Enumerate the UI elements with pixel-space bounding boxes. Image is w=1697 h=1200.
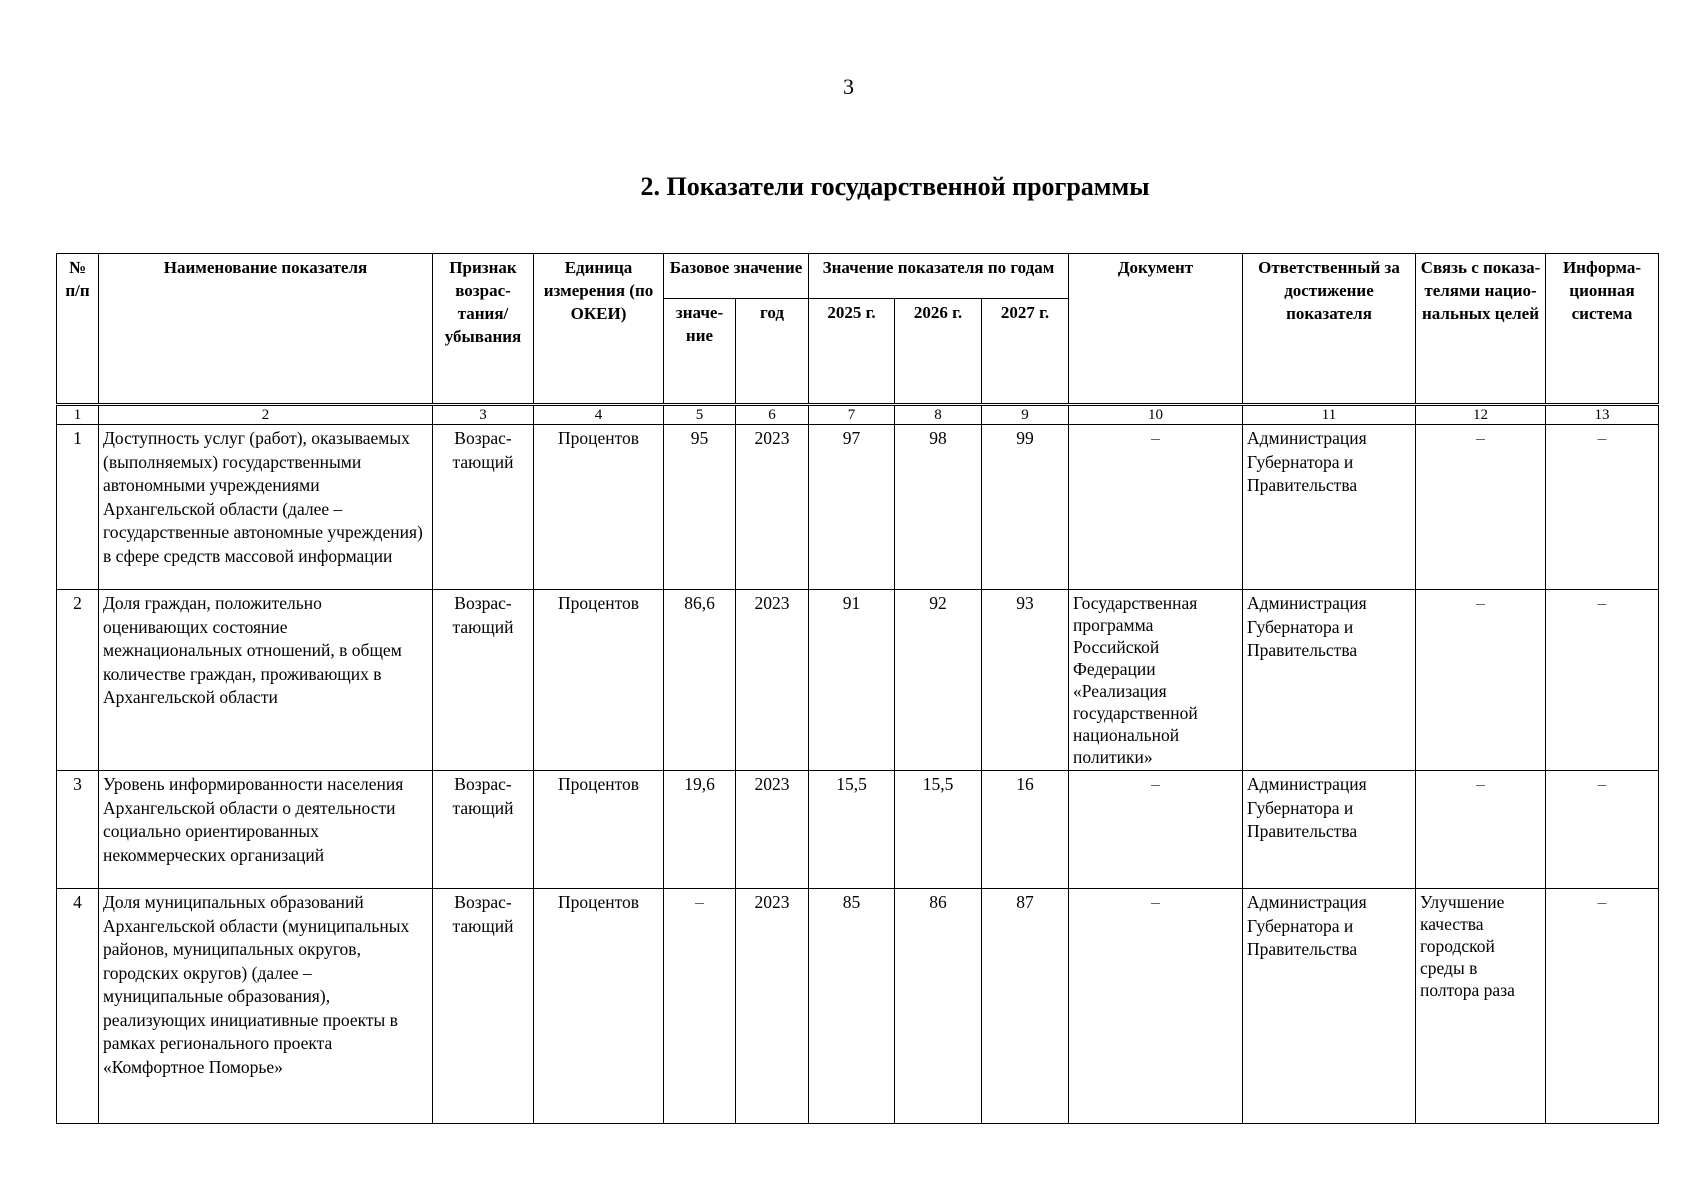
- row-value-2026: 98: [895, 425, 982, 590]
- header-responsible: Ответственный за достижение показателя: [1243, 254, 1416, 405]
- table-row: [57, 771, 1659, 889]
- row-value-2025: 97: [809, 425, 895, 590]
- column-number: 12: [1416, 405, 1546, 425]
- table-row: [57, 425, 1659, 590]
- row-info-system: –: [1546, 771, 1659, 889]
- row-national-goals: –: [1416, 590, 1546, 771]
- row-document: –: [1069, 771, 1243, 889]
- row-value-2025: 91: [809, 590, 895, 771]
- row-value-2027: 87: [982, 889, 1069, 1124]
- column-number: 4: [534, 405, 664, 425]
- row-unit: Процентов: [534, 771, 664, 889]
- header-base-value: значе-ние: [664, 299, 736, 405]
- column-number-row: [57, 405, 1659, 425]
- column-number: 6: [736, 405, 809, 425]
- header-2027: 2027 г.: [982, 299, 1069, 405]
- column-number: 2: [99, 405, 433, 425]
- row-unit: Процентов: [534, 425, 664, 590]
- row-responsible: Администрация Губернатора и Правительства: [1243, 425, 1416, 590]
- column-number: 11: [1243, 405, 1416, 425]
- row-value-2026: 86: [895, 889, 982, 1124]
- row-base-value: 95: [664, 425, 736, 590]
- row-document: Государственная программа Российской Федерации «Реализация государственной национальной политики»: [1069, 590, 1243, 771]
- row-num: 2: [57, 590, 99, 771]
- column-number: 13: [1546, 405, 1659, 425]
- row-base-year: 2023: [736, 889, 809, 1124]
- row-document: –: [1069, 425, 1243, 590]
- row-info-system: –: [1546, 590, 1659, 771]
- indicators-table: [56, 253, 1659, 1124]
- row-base-value: –: [664, 889, 736, 1124]
- column-number: 8: [895, 405, 982, 425]
- row-responsible: Администрация Губернатора и Правительства: [1243, 590, 1416, 771]
- row-trend: Возрас-тающий: [433, 889, 534, 1124]
- row-num: 1: [57, 425, 99, 590]
- row-trend: Возрас-тающий: [433, 590, 534, 771]
- row-trend: Возрас-тающий: [433, 771, 534, 889]
- row-info-system: –: [1546, 425, 1659, 590]
- row-num: 3: [57, 771, 99, 889]
- table-row: [57, 889, 1659, 1124]
- column-number: 9: [982, 405, 1069, 425]
- row-value-2025: 15,5: [809, 771, 895, 889]
- row-base-year: 2023: [736, 425, 809, 590]
- page-title: 2. Показатели государственной программы: [640, 172, 1150, 201]
- row-num: 4: [57, 889, 99, 1124]
- row-responsible: Администрация Губернатора и Правительства: [1243, 889, 1416, 1124]
- row-info-system: –: [1546, 889, 1659, 1124]
- row-trend: Возрас-тающий: [433, 425, 534, 590]
- column-number: 5: [664, 405, 736, 425]
- header-values-by-year: Значение показателя по годам: [809, 254, 1069, 299]
- row-name: Доступность услуг (работ), оказываемых (выполняемых) государственными автономными учреждениями Архангельской области (далее – государственные автономные учреждения) в сфере средств массовой информации: [99, 425, 433, 590]
- column-number: 1: [57, 405, 99, 425]
- row-base-year: 2023: [736, 590, 809, 771]
- row-responsible: Администрация Губернатора и Правительства: [1243, 771, 1416, 889]
- header-document: Документ: [1069, 254, 1243, 405]
- row-base-value: 19,6: [664, 771, 736, 889]
- table-row: [57, 590, 1659, 771]
- header-national-goals: Связь с показа-телями нацио-нальных целей: [1416, 254, 1546, 405]
- row-document: –: [1069, 889, 1243, 1124]
- header-2025: 2025 г.: [809, 299, 895, 405]
- row-name: Доля граждан, положительно оценивающих состояние межнациональных отношений, в общем количестве граждан, проживающих в Архангельской области: [99, 590, 433, 771]
- column-number: 7: [809, 405, 895, 425]
- row-value-2026: 92: [895, 590, 982, 771]
- header-name: Наименование показателя: [99, 254, 433, 405]
- header-unit: Единица измерения (по ОКЕИ): [534, 254, 664, 405]
- row-national-goals: –: [1416, 425, 1546, 590]
- row-unit: Процентов: [534, 590, 664, 771]
- row-name: Уровень информированности населения Архангельской области о деятельности социально ориентированных некоммерческих организаций: [99, 771, 433, 889]
- column-number: 3: [433, 405, 534, 425]
- row-national-goals: Улучшение качества городской среды в полтора раза: [1416, 889, 1546, 1124]
- row-national-goals: –: [1416, 771, 1546, 889]
- row-value-2026: 15,5: [895, 771, 982, 889]
- header-trend: Признак возрас-тания/ убывания: [433, 254, 534, 405]
- row-name: Доля муниципальных образований Архангельской области (муниципальных районов, муниципальных округов, городских округов) (далее – муниципальные образования), реализующих инициативные проекты в рамках регионального проекта «Комфортное Поморье»: [99, 889, 433, 1124]
- column-number: 10: [1069, 405, 1243, 425]
- row-unit: Процентов: [534, 889, 664, 1124]
- row-value-2027: 99: [982, 425, 1069, 590]
- row-base-year: 2023: [736, 771, 809, 889]
- row-value-2027: 93: [982, 590, 1069, 771]
- header-base: Базовое значение: [664, 254, 809, 299]
- header-num: № п/п: [57, 254, 99, 405]
- page-number: 3: [843, 74, 854, 99]
- row-value-2027: 16: [982, 771, 1069, 889]
- header-info-system: Информа-ционная система: [1546, 254, 1659, 405]
- header-base-year: год: [736, 299, 809, 405]
- row-value-2025: 85: [809, 889, 895, 1124]
- header-2026: 2026 г.: [895, 299, 982, 405]
- row-base-value: 86,6: [664, 590, 736, 771]
